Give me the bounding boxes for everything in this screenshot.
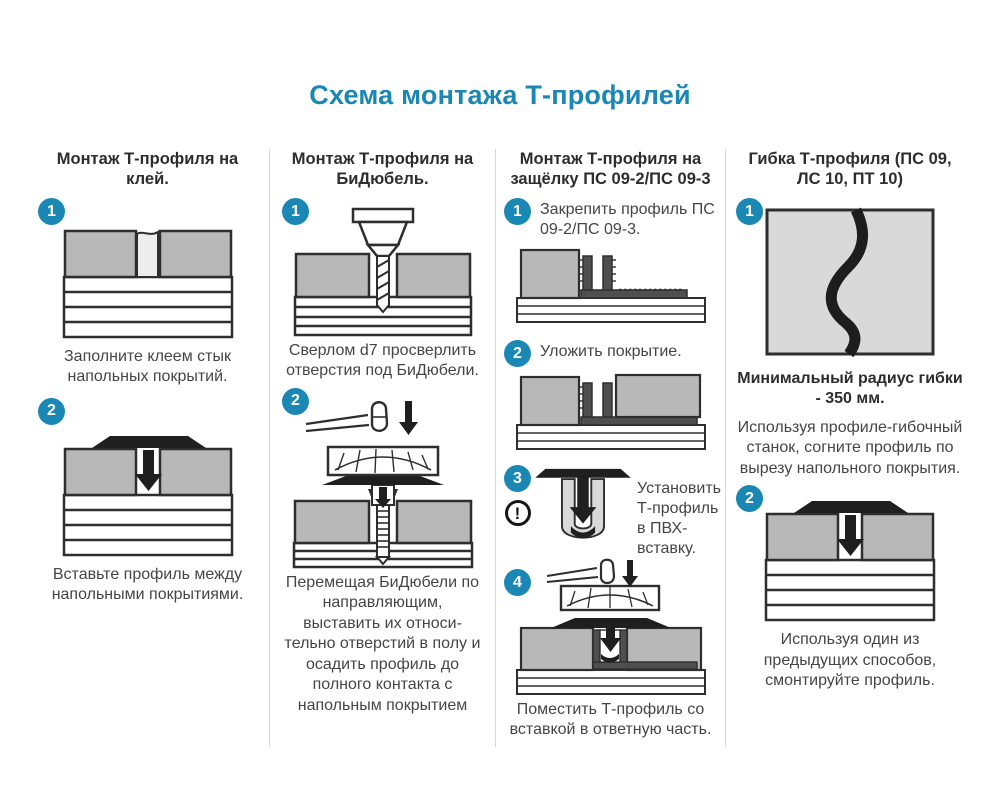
bending-radius-note: Минимальный радиус гибки - 350 мм.	[737, 370, 963, 408]
badge-stack	[504, 465, 531, 526]
step-badge: 2	[504, 340, 531, 367]
step-row	[504, 340, 717, 367]
column-header: Монтаж Т-профиля на БиДюбель.	[291, 150, 474, 189]
diagram-latch-base	[515, 244, 707, 324]
column-header: Монтаж Т-профиля на клей.	[56, 150, 239, 189]
diagram-drilling	[293, 207, 473, 337]
arrow-down-icon	[622, 560, 638, 587]
t-profile-cap	[794, 501, 908, 513]
step-badge: 1	[736, 198, 763, 225]
t-profile-cap	[535, 469, 631, 478]
step-caption: Заполните клеем стык напольных покрытий.	[64, 348, 231, 386]
column-profile-bending	[726, 149, 974, 747]
bidubel-head	[368, 485, 398, 508]
step-caption: Поместить Т-профиль со вставкой в ответную часть.	[509, 701, 712, 739]
step-badge: 2	[736, 485, 763, 512]
diagram-pvc-insert	[535, 465, 631, 553]
right-covering	[616, 375, 700, 417]
column-bidubel-mounting	[270, 149, 496, 747]
step-caption: Используя профиле-гибочный станок, согните профиль по вырезу напольного покрытия.	[737, 418, 963, 477]
step-badge: 4	[504, 569, 531, 596]
diagram-hammering-bidubel	[292, 397, 474, 569]
step-row	[504, 198, 717, 240]
tapping-block-icon	[561, 586, 659, 610]
step-badge: 2	[282, 388, 309, 415]
step-badge: 3	[504, 465, 531, 492]
step-badge: 2	[38, 398, 65, 425]
step-badge: 1	[282, 198, 309, 225]
columns-container	[26, 149, 974, 747]
arrow-down-icon	[837, 515, 864, 556]
tapping-block-icon	[328, 447, 438, 475]
step-caption: Перемещая БиДюбели по направляющим, выставить их относи-тельно отверстий в полу и осадить профиль до полного контакта с напольным покрытием	[284, 573, 481, 714]
t-profile-cap	[92, 436, 206, 448]
column-header: Монтаж Т-профиля на защёлку ПС 09-2/ПС 09-3	[510, 150, 711, 189]
diagram-profile-insert	[62, 429, 234, 557]
diagram-bent-profile	[764, 207, 936, 357]
step-caption: Сверлом d7 просверлить отверстия под БиДюбели.	[286, 342, 479, 380]
step-row	[504, 465, 721, 559]
hammer-icon	[306, 402, 387, 431]
step-caption: Установить Т-профиль в ПВХ-вставку.	[637, 480, 721, 557]
diagram-insert-into-latch	[515, 558, 707, 696]
diagram-profile-insert	[764, 494, 936, 622]
column-latch-mounting	[496, 149, 726, 747]
step-caption: Вставьте профиль между напольными покрытиями.	[51, 565, 244, 604]
warning-icon: !	[505, 500, 531, 526]
step-caption: Закрепить профиль ПС 09-2/ПС 09-3.	[540, 201, 715, 238]
diagram-glue-joint	[62, 229, 234, 339]
step-caption: Используя один из предыдущих способов, смонтируйте профиль.	[763, 631, 937, 690]
glue-fill	[137, 232, 158, 277]
step-badge: 1	[504, 198, 531, 225]
latch-profile	[581, 256, 687, 298]
diagram-latch-covered	[515, 371, 707, 451]
page-title: Схема монтажа Т-профилей	[309, 80, 691, 110]
profile-cap	[322, 476, 444, 485]
step-caption: Уложить покрытие.	[540, 343, 682, 360]
arrow-down-icon	[399, 401, 418, 435]
column-glue-mounting	[26, 149, 270, 747]
hammer-icon	[547, 560, 614, 583]
arrow-down-icon	[135, 450, 162, 491]
bidubel-rod	[377, 505, 389, 564]
column-header: Гибка Т-профиля (ПС 09, ЛС 10, ПТ 10)	[748, 150, 952, 189]
step-badge: 1	[38, 198, 65, 225]
